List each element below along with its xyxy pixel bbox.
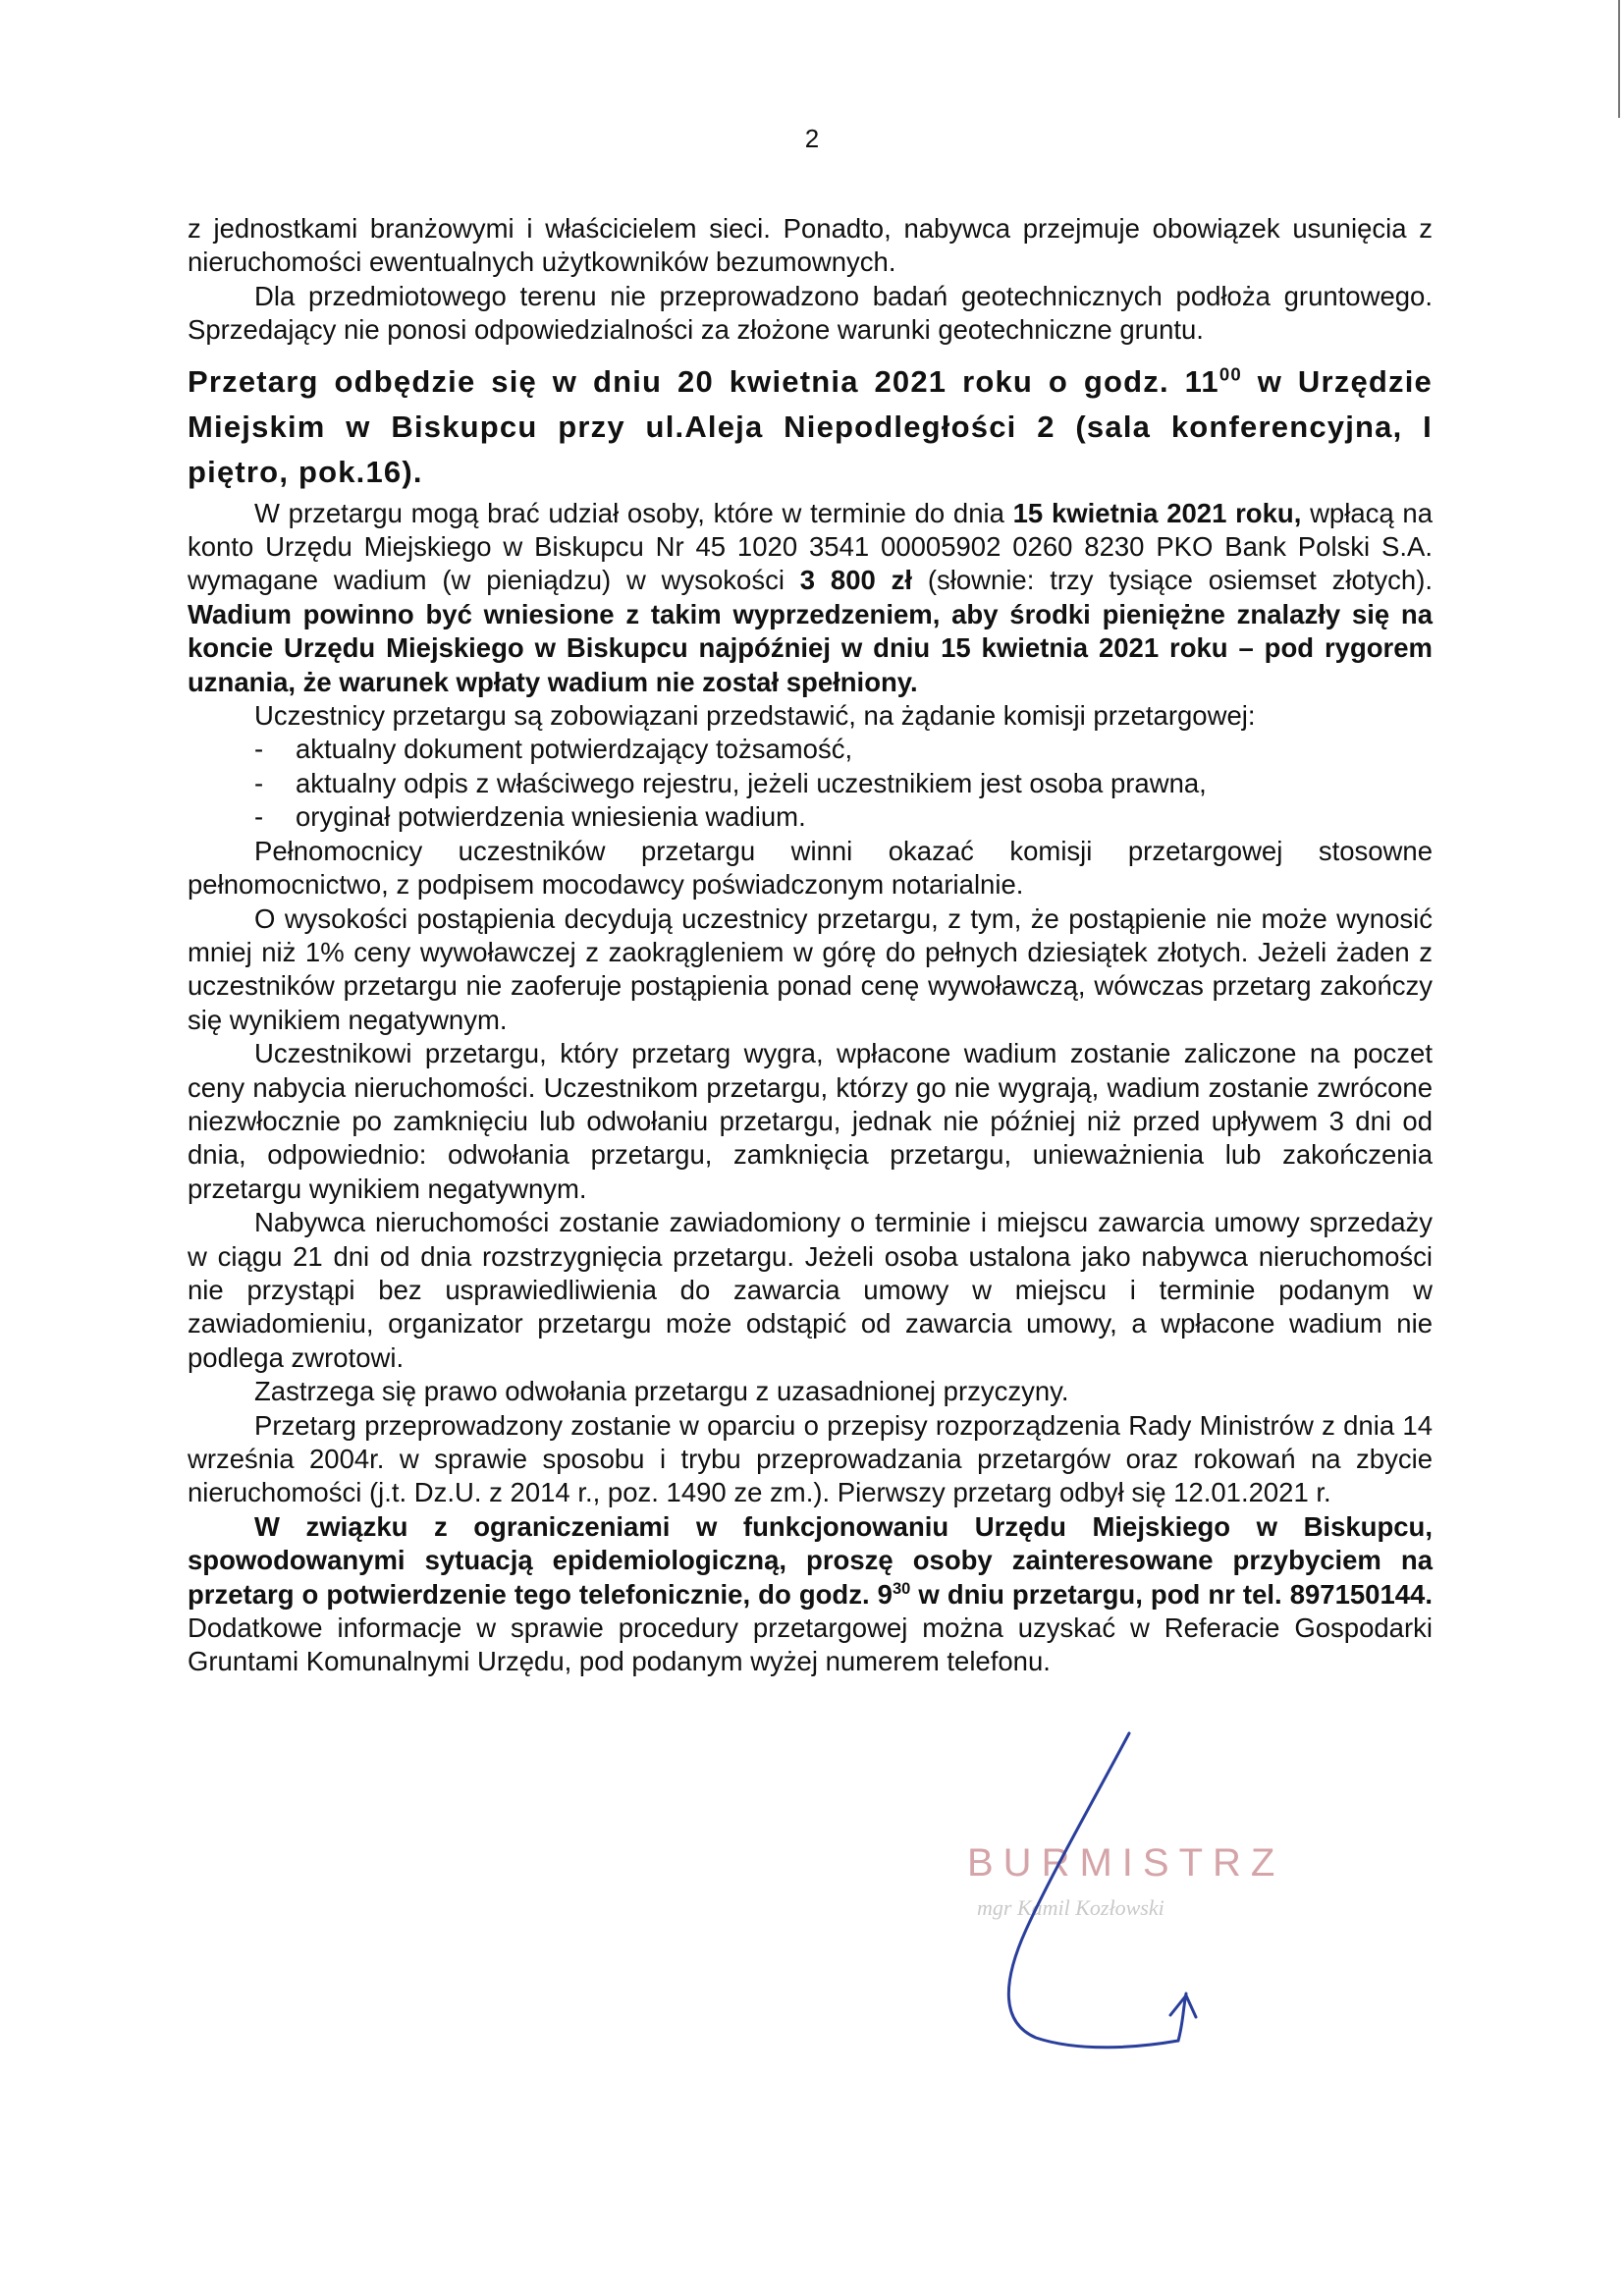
heading-time-minutes: 00 bbox=[1218, 363, 1242, 385]
deposit-condition: Wadium powinno być wniesione z takim wyprzedzeniem, aby środki pieniężne znalazły się na koncie Urzędu Miejskiego w Biskupcu najpóźniej w dniu 15 kwietnia 2021 roku – pod rygorem uznania, że warunek wpłaty wadium nie został spełniony. bbox=[188, 598, 1433, 697]
dash-bullet: - bbox=[254, 767, 264, 798]
paragraph-cancellation: Zastrzega się prawo odwołania przetargu z uzasadnionej przyczyny. bbox=[254, 1376, 1069, 1407]
notice-phone: w dniu przetargu, pod nr tel. 897150144. bbox=[910, 1578, 1433, 1610]
deposit-amount-words: (słownie: trzy tysiące osiemset złotych). bbox=[912, 565, 1433, 596]
list-item-text: oryginał potwierdzenia wniesienia wadium. bbox=[296, 801, 806, 833]
document-body bbox=[188, 212, 1433, 1679]
mayor-stamp-name: mgr Kamil Kozłowski bbox=[977, 1895, 1164, 1920]
list-item-text: aktualny odpis z właściwego rejestru, jeżeli uczestnikiem jest osoba prawna, bbox=[296, 767, 1207, 798]
deposit-lead: W przetargu mogą brać udział osoby, które w terminie do dnia bbox=[254, 497, 1013, 528]
mayor-stamp: BURMISTRZ bbox=[967, 1841, 1285, 1885]
deposit-amount: 3 800 zł bbox=[799, 565, 913, 596]
handwritten-signature bbox=[943, 1728, 1296, 2052]
notice-time-minutes: 30 bbox=[892, 1579, 911, 1598]
required-documents-list bbox=[188, 733, 1433, 834]
paragraph-bid-increment: O wysokości postąpienia decydują uczestnicy przetargu, z tym, że postąpienie nie może wynosić mniej niż 1% ceny wywoławczej z zaokrągleniem w górę do pełnych dziesiątek złotych. Jeżeli żaden z uczestników przetargu nie zaoferuje postąpienia ponad cenę wywoławczą, wówczas przetarg zakończy się wynikiem negatywnym. bbox=[188, 902, 1433, 1035]
paragraph-deposit-return: Uczestnikowi przetargu, który przetarg wygra, wpłacone wadium zostanie zaliczone na poczet ceny nabycia nieruchomości. Uczestnikom przetargu, którzy go nie wygrają, wadium zostanie zwrócone niezwłocznie po zamknięciu lub odwołaniu przetargu, jednak nie później niż przed upływem 3 dni od dnia, odpowiednio: odwołania przetargu, zamknięcia przetargu, unieważnienia lub zakończenia przetargu wynikiem negatywnym. bbox=[188, 1038, 1433, 1204]
list-item-text: aktualny dokument potwierdzający tożsamość, bbox=[296, 734, 853, 765]
page-number: 2 bbox=[804, 124, 820, 153]
paragraph-legal-basis: Przetarg przeprowadzony zostanie w oparciu o przepisy rozporządzenia Rady Ministrów z dnia 14 września 2004r. w sprawie sposobu i trybu przeprowadzania przetargów oraz rokowań na zbycie nieruchomości (j.t. Dz.U. z 2014 r., poz. 1490 ze zm.). Pierwszy przetarg odbył się 12.01.2021 r. bbox=[188, 1409, 1433, 1508]
heading-text-end: w Urzędzie Miejskim w Biskupcu przy ul.Aleja Niepodległości 2 (sala konferencyjna, I piętro, pok.16). bbox=[188, 363, 1433, 489]
scan-edge-mark bbox=[1614, 0, 1624, 118]
paragraph-deposit bbox=[188, 497, 1433, 699]
deposit-account: wpłacą na konto Urzędu Miejskiego w Biskupcu Nr 45 1020 3541 00005902 0260 8230 PKO Bank Polski S.A. wymagane wadium (w pieniądzu) w wysokości bbox=[188, 497, 1433, 596]
dash-bullet: - bbox=[254, 801, 264, 833]
paragraph-network: z jednostkami branżowymi i właścicielem sieci. Ponadto, nabywca przejmuje obowiązek usunięcia z nieruchomości ewentualnych użytkowników bezumownych. bbox=[188, 213, 1433, 278]
paragraph-contract: Nabywca nieruchomości zostanie zawiadomiony o terminie i miejscu zawarcia umowy sprzedaży w ciągu 21 dni od dnia rozstrzygnięcia przetargu. Jeżeli osoba ustalona jako nabywca nieruchomości nie przystąpi bez usprawiedliwienia do zawarcia umowy w miejscu i terminie podanym w zawiadomieniu, organizator przetargu może odstąpić od zawarcia umowy, a wpłacone wadium nie podlega zwrotowi. bbox=[188, 1207, 1433, 1373]
notice-info: Dodatkowe informacje w sprawie procedury przetargowej można uzyskać w Referacie Gospodarki Gruntami Komunalnymi Urzędu, pod podanym wyżej numerem telefonu. bbox=[188, 1613, 1433, 1677]
paragraph-epidemic-notice bbox=[188, 1510, 1433, 1679]
paragraph-proxies: Pełnomocnicy uczestników przetargu winni okazać komisji przetargowej stosowne pełnomocnictwo, z podpisem mocodawcy poświadczonym notarialnie. bbox=[188, 835, 1433, 901]
list-item bbox=[188, 767, 1433, 800]
epidemic-notice-bold: W związku z ograniczeniami w funkcjonowaniu Urzędu Miejskiego w Biskupcu, spowodowanymi sytuacją epidemiologiczną, proszę osoby zainteresowane przybyciem na przetarg o potwierdzenie tego telefonicznie, do godz. 9 bbox=[188, 1510, 1433, 1610]
list-item bbox=[188, 800, 1433, 834]
list-item bbox=[188, 733, 1433, 766]
dash-bullet: - bbox=[254, 734, 264, 765]
deposit-deadline: 15 kwietnia 2021 roku, bbox=[1012, 497, 1302, 528]
heading-text-start: Przetarg odbędzie się w dniu 20 kwietnia 2021 roku o godz. 11 bbox=[188, 363, 1219, 399]
auction-date-heading bbox=[188, 359, 1433, 495]
paragraph-participants-docs: Uczestnicy przetargu są zobowiązani przedstawić, na żądanie komisji przetargowej: bbox=[254, 700, 1256, 732]
paragraph-geotechnical: Dla przedmiotowego terenu nie przeprowadzono badań geotechnicznych podłoża gruntowego. Sprzedający nie ponosi odpowiedzialności za złożone warunki geotechniczne gruntu. bbox=[188, 280, 1433, 346]
